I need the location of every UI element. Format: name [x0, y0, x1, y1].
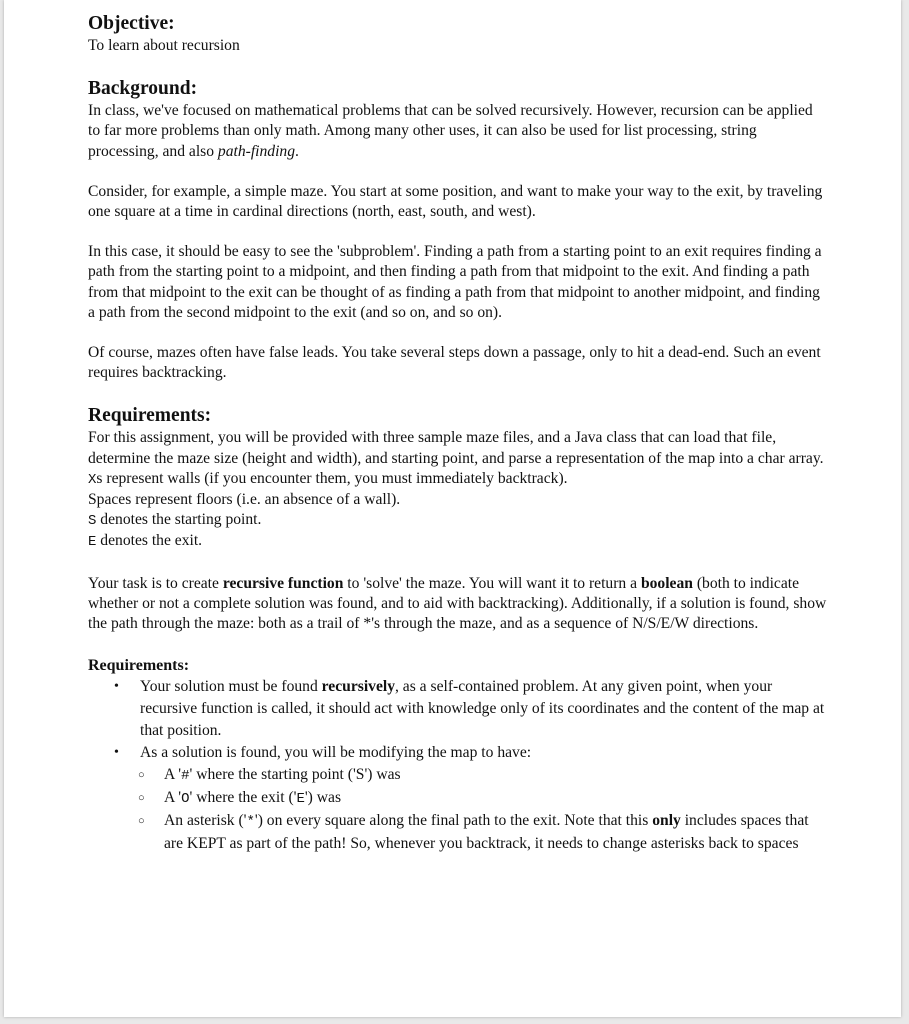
background-paragraph-2: Consider, for example, a simple maze. You start at some position, and want to make your way to the exit, by traveling one square at a time in cardinal directions (north, east, south, and west). [88, 182, 823, 221]
background-paragraph-3: In this case, it should be easy to see the 'subproblem'. Finding a path from a starting point to an exit requires finding a path from the starting point to a midpoint, and then finding a path from that midpoint to the exit. And finding a path from that midpoint to the exit can be thought of as finding a path from that midpoint to another midpoint, and finding a path from the second midpoint to the exit (and so on, and so on). [88, 243, 822, 321]
sub-list-item: ○ A '#' where the starting point ('S') was [112, 764, 828, 787]
objective-heading: Objective: [88, 13, 175, 34]
spaces-line: Spaces represent floors (i.e. an absence of a wall). [88, 491, 401, 509]
start-line: S denotes the starting point. [88, 511, 262, 530]
list-item: • As a solution is found, you will be modifying the map to have: ○ A '#' where the starting point ('S') was ○ A 'O' where the exit ('E') was ○ An asterisk ('*') on every square along the final path to the exit. Note that this only includes spaces that are KEPT as part of the path! So, whenever you backtrack, it needs to change asterisks back to spaces [88, 742, 828, 855]
requirements-heading: Requirements: [88, 405, 212, 427]
requirements-list-heading: Requirements: [88, 657, 190, 675]
background-paragraph-1: In class, we've focused on mathematical problems that can be solved recursively. However, recursion can be applied to far more problems than only math. Among many other uses, it can also be used for list processing, string processing, and also path-finding. [88, 102, 813, 160]
background-paragraph-4: Of course, mazes often have false leads. You take several steps down a passage, only to hit a dead-end. Such an event requires backtracking. [88, 344, 821, 382]
sub-list-item: ○ A 'O' where the exit ('E') was [112, 787, 828, 810]
objective-text: To learn about recursion [88, 37, 240, 54]
walls-line: Xs represent walls (if you encounter them, you must immediately backtrack). [88, 469, 568, 488]
requirements-intro: For this assignment, you will be provided with three sample maze files, and a Java class that can load that file, determine the maze size (height and width), and starting point, and parse a representation of the map into a char array. [88, 429, 824, 467]
sub-list-item: ○ An asterisk ('*') on every square along the final path to the exit. Note that this only includes spaces that are KEPT as part of the path! So, whenever you backtrack, it needs to change asterisks back to spaces [112, 810, 828, 855]
exit-line: E denotes the exit. [88, 532, 203, 551]
path-finding-emphasis: path-finding [217, 142, 296, 160]
list-item: • Your solution must be found recursively, as a self-contained problem. At any given point, when your recursive function is called, it should act with knowledge only of its coordinates and the content of the map at that position. [88, 676, 828, 742]
background-heading: Background: [88, 78, 198, 100]
requirements-list [88, 676, 828, 855]
sub-list [112, 764, 828, 855]
document-page [4, 0, 901, 1017]
document-content [88, 12, 828, 855]
task-paragraph: Your task is to create recursive function to 'solve' the maze. You will want it to return a boolean (both to indicate whether or not a complete solution was found, and to aid with backtracking). Additionally, if a solution is found, show the path through the maze: both as a trail of *'s through the maze, and as a sequence of N/S/E/W directions. [88, 574, 827, 633]
